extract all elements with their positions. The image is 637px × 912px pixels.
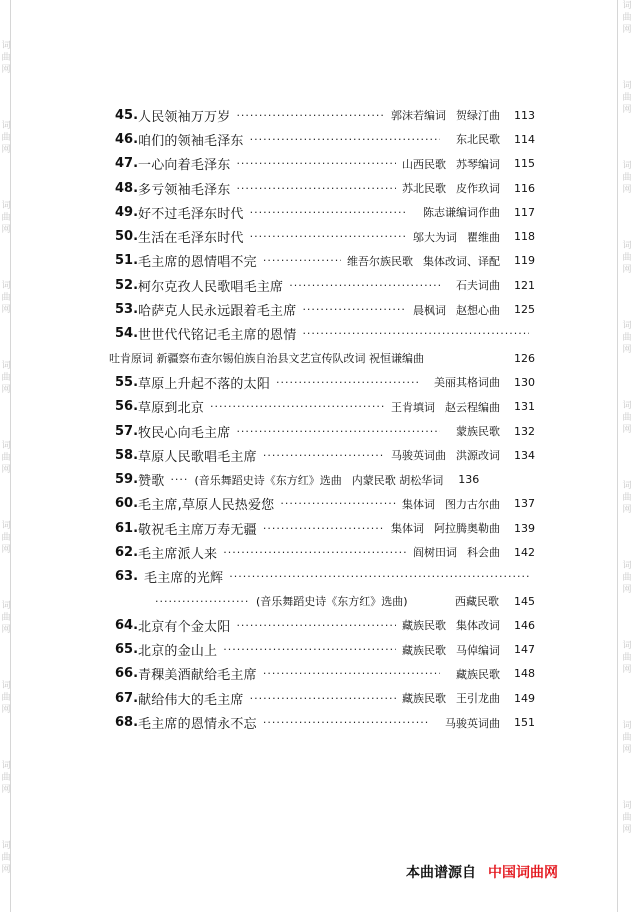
dot-leader (223, 546, 407, 559)
toc-entry[interactable] (115, 540, 535, 564)
entry-title: 多亏领袖毛泽东 (138, 182, 231, 198)
entry-credit-2: 赵想心曲 (456, 303, 500, 317)
entry-number: 45. (115, 107, 139, 123)
entry-page: 134 (514, 448, 535, 462)
toc-entry[interactable] (115, 516, 535, 540)
entry-note: 吐肯原词 新疆察布查尔锡伯族自治县文艺宣传队改词 祝恒谦编曲 (109, 352, 424, 366)
entry-credit: 藏族民歌 (402, 692, 446, 706)
entry-credit-2: 马倬编词 (456, 643, 500, 657)
dot-leader (263, 254, 341, 267)
toc-entry[interactable] (115, 152, 535, 176)
dot-leader (236, 425, 440, 438)
entry-title: 世世代代铭记毛主席的恩情 (138, 328, 297, 344)
watermark: 词曲网 (622, 481, 632, 515)
entry-page: 149 (514, 691, 535, 705)
entry-number: 66. (115, 666, 139, 682)
toc-entry[interactable] (115, 176, 535, 200)
entry-title: 北京的金山上 (138, 644, 218, 660)
toc-entry[interactable] (115, 419, 535, 443)
watermark: 词曲网 (622, 321, 632, 355)
entry-number: 55. (115, 374, 139, 390)
entry-number: 54. (115, 326, 139, 342)
entry-page: 114 (514, 132, 535, 146)
toc-entry[interactable] (115, 103, 535, 127)
entry-credit: 集体词 (402, 497, 435, 511)
entry-credit-2: 东北民歌 (456, 133, 500, 147)
dot-leader (276, 376, 418, 389)
entry-title: 毛主席派人来 (138, 546, 218, 562)
toc-entry[interactable] (115, 322, 535, 346)
dot-leader (236, 157, 396, 170)
watermark: 词曲网 (622, 401, 632, 435)
dot-leader (210, 400, 385, 413)
watermark: 词曲网 (1, 761, 11, 795)
entry-page: 142 (514, 545, 535, 559)
entry-number: 50. (115, 229, 139, 245)
toc-entry[interactable] (115, 638, 535, 662)
entry-credit-2: 集体改词、译配 (423, 254, 500, 268)
entry-title: 生活在毛泽东时代 (138, 231, 244, 247)
toc-entry[interactable] (115, 370, 535, 394)
entry-number: 53. (115, 302, 139, 318)
entry-title: 柯尔克孜人民歌唱毛主席 (138, 279, 284, 295)
site-name-link[interactable]: 中国词曲网 (488, 865, 558, 881)
entry-title: 赞歌 (138, 474, 165, 490)
entry-title: 毛主席,草原人民热爱您 (138, 498, 275, 514)
watermark: 词曲网 (622, 81, 632, 115)
entry-page: 121 (514, 278, 535, 292)
entry-credit: 藏族民歌 (402, 643, 446, 657)
entry-title: 一心向着毛泽东 (138, 158, 231, 174)
dot-leader (263, 522, 385, 535)
entry-credit-2: 皮作玖词 (456, 182, 500, 196)
dot-leader (170, 473, 188, 486)
entry-number: 68. (115, 715, 139, 731)
entry-credit: 马骏英词曲 (391, 449, 446, 463)
dot-leader (250, 206, 407, 219)
entry-title: 草原人民歌唱毛主席 (138, 449, 257, 465)
entry-credit-2: 图力古尔曲 (445, 497, 500, 511)
source-footer (406, 862, 558, 882)
entry-number: 63. (115, 569, 139, 585)
entry-number: 56. (115, 399, 139, 415)
entry-title: 敬祝毛主席万寿无疆 (138, 522, 257, 538)
entry-credit-2: 美丽其格词曲 (434, 376, 500, 390)
entry-title: 毛主席的恩情永不忘 (138, 717, 257, 733)
watermark: 词曲网 (1, 521, 11, 555)
entry-credit: 晨枫词 (413, 303, 446, 317)
toc-entry[interactable] (115, 613, 535, 637)
watermark: 词曲网 (622, 561, 632, 595)
source-label: 本曲谱源自 (406, 865, 476, 881)
entry-number: 57. (115, 423, 139, 439)
entry-title: 牧民心向毛主席 (138, 425, 231, 441)
entry-number: 64. (115, 617, 139, 633)
entry-credit-2: 贺绿汀曲 (456, 109, 500, 123)
entry-credit-2: 赵云程编曲 (445, 400, 500, 414)
entry-page: 131 (514, 400, 535, 414)
entry-credit-2: 瞿维曲 (467, 230, 500, 244)
entry-number: 51. (115, 253, 139, 269)
entry-credit-2: 西藏民歌 (455, 595, 499, 609)
right-margin-line (617, 0, 618, 912)
entry-page: 147 (514, 643, 535, 657)
dot-leader (302, 303, 407, 316)
entry-page: 148 (514, 667, 535, 681)
toc-entry[interactable] (115, 443, 535, 467)
entry-page: 115 (514, 157, 535, 171)
entry-credit: 苏北民歌 (402, 182, 446, 196)
entry-title: 献给伟大的毛主席 (138, 692, 244, 708)
entry-credit: 集体词 (391, 522, 424, 536)
entry-credit-2: 内蒙民歌 胡松华词 (351, 473, 444, 487)
toc-entry[interactable] (115, 710, 535, 734)
entry-page: 151 (514, 716, 535, 730)
dot-leader (223, 643, 396, 656)
entry-credit-2: 蒙族民歌 (456, 425, 500, 438)
dot-leader (263, 667, 440, 680)
dot-leader (250, 692, 396, 705)
entry-credit: (音乐舞蹈史诗《东方红》选曲 (194, 473, 342, 487)
entry-number: 46. (115, 131, 139, 147)
entry-credit: 郭沫若编词 (391, 109, 446, 123)
entry-credit-2: 陈志谦编词作曲 (423, 206, 500, 220)
toc-entry[interactable] (115, 395, 535, 419)
entry-page: 117 (514, 205, 535, 219)
entry-credit: 邬大为词 (413, 230, 457, 244)
entry-page: 132 (514, 424, 535, 438)
toc-entry[interactable] (115, 662, 535, 686)
entry-page: 136 (458, 473, 480, 487)
entry-page: 130 (514, 375, 535, 389)
entry-number: 61. (115, 520, 139, 536)
toc-entry-note (115, 589, 535, 613)
dot-leader (280, 497, 396, 510)
entry-page: 125 (514, 303, 535, 317)
watermark: 词曲网 (1, 361, 11, 395)
entry-page: 113 (514, 108, 535, 122)
dot-leader (250, 230, 407, 243)
toc-entry[interactable] (115, 273, 535, 297)
entry-page: 118 (514, 230, 535, 244)
entry-title: 草原到北京 (138, 401, 205, 417)
dot-leader (236, 182, 396, 195)
watermark: 词曲网 (1, 601, 11, 635)
entry-page: 146 (514, 618, 535, 632)
watermark: 词曲网 (622, 721, 632, 755)
entry-title: 毛主席的恩情唱不完 (138, 255, 257, 271)
entry-title: 人民领袖万万岁 (138, 109, 231, 125)
entry-credit-2: 阿拉腾奥勒曲 (434, 522, 500, 536)
watermark: 词曲网 (622, 241, 632, 275)
entry-credit: 阎树田词 (413, 546, 457, 560)
left-watermark-column (0, 0, 12, 912)
entry-page: 137 (514, 497, 535, 511)
entry-note: (音乐舞蹈史诗《东方红》选曲) (256, 595, 408, 609)
entry-number: 65. (115, 642, 139, 658)
toc-entry-note (109, 346, 535, 370)
toc-entry[interactable] (115, 467, 535, 491)
entry-number: 58. (115, 447, 139, 463)
entry-number: 60. (115, 496, 139, 512)
entry-title: 咱们的领袖毛泽东 (138, 133, 244, 149)
toc-entry[interactable] (115, 565, 535, 589)
entry-credit: 维吾尔族民歌 (347, 254, 413, 268)
watermark: 词曲网 (1, 681, 11, 715)
entry-title: 青稞美酒献给毛主席 (138, 668, 257, 684)
entry-page: 139 (514, 521, 535, 535)
dot-leader (263, 716, 429, 729)
watermark: 词曲网 (1, 441, 11, 475)
entry-credit-2: 藏族民歌 (456, 667, 500, 681)
dot-leader (236, 109, 385, 122)
dot-leader (229, 570, 529, 583)
watermark: 词曲网 (622, 641, 632, 675)
entry-credit: 藏族民歌 (402, 619, 446, 633)
watermark: 词曲网 (1, 121, 11, 155)
entry-number: 59. (115, 472, 139, 488)
toc-entry[interactable] (115, 200, 535, 224)
dot-leader (289, 279, 440, 292)
entry-number: 62. (115, 544, 139, 560)
entry-number: 48. (115, 180, 139, 196)
entry-number: 47. (115, 156, 139, 172)
entry-title: 好不过毛泽东时代 (138, 206, 244, 222)
watermark: 词曲网 (622, 801, 632, 835)
entry-title: 草原上升起不落的太阳 (138, 376, 271, 392)
toc-entry[interactable] (115, 127, 535, 151)
toc-entry[interactable] (115, 686, 535, 710)
toc-entry[interactable] (115, 224, 535, 248)
entry-credit: 王肯填词 (391, 400, 435, 414)
entry-page: 145 (514, 594, 535, 608)
entry-credit-2: 苏琴编词 (456, 157, 500, 171)
watermark: 词曲网 (1, 841, 11, 875)
watermark: 词曲网 (1, 281, 11, 315)
entry-title: 哈萨克人民永远跟着毛主席 (138, 304, 297, 320)
entry-page: 126 (514, 351, 535, 365)
dot-leader (236, 619, 396, 632)
dot-leader (263, 449, 385, 462)
entry-credit-2: 马骏英词曲 (445, 716, 500, 730)
entry-page: 116 (514, 181, 535, 195)
entry-credit-2: 科会曲 (467, 546, 500, 560)
entry-title: 北京有个金太阳 (138, 619, 231, 635)
watermark: 词曲网 (1, 41, 11, 75)
entry-number: 52. (115, 277, 139, 293)
toc-entry[interactable] (115, 249, 535, 273)
watermark: 词曲网 (1, 201, 11, 235)
right-watermark-column (621, 0, 633, 912)
toc-entry[interactable] (115, 492, 535, 516)
watermark: 词曲网 (622, 1, 632, 35)
dot-leader (250, 133, 440, 146)
dot-leader (302, 327, 529, 340)
watermark: 词曲网 (622, 161, 632, 195)
table-of-contents (109, 103, 535, 735)
dot-leader (155, 595, 250, 608)
entry-number: 49. (115, 204, 139, 220)
toc-entry[interactable] (115, 297, 535, 321)
entry-credit-2: 集体改词 (456, 619, 500, 633)
entry-number: 67. (115, 690, 139, 706)
entry-credit-2: 王引龙曲 (456, 692, 500, 706)
entry-credit: 山西民歌 (402, 157, 446, 171)
entry-credit-2: 洪源改词 (456, 449, 500, 463)
entry-page: 119 (514, 254, 535, 268)
entry-credit-2: 石夫词曲 (456, 279, 500, 293)
entry-title: 毛主席的光辉 (144, 571, 224, 587)
